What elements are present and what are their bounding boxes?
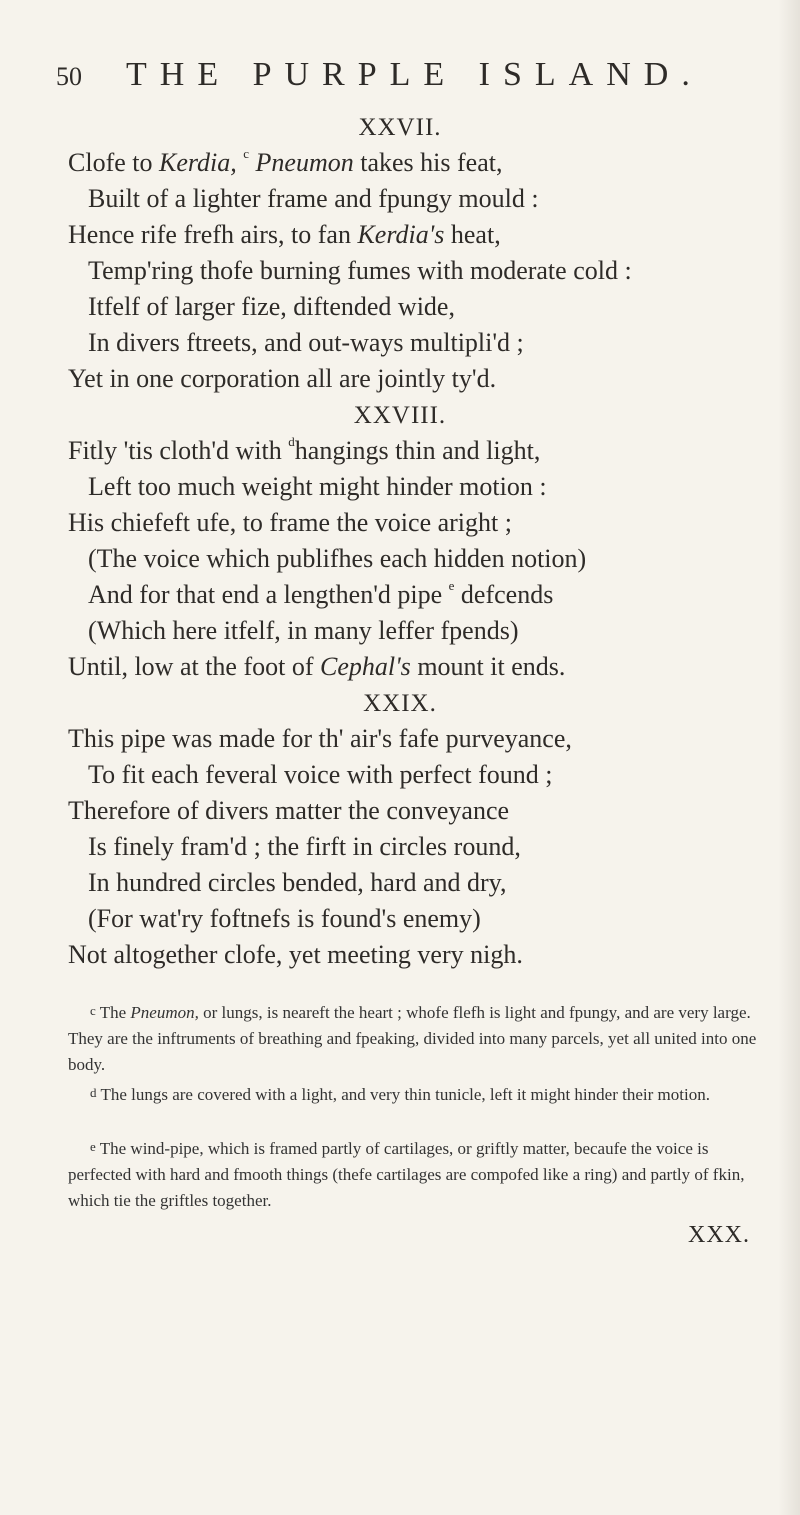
verse-line: In divers ftreets, and out-ways multipli'd ; — [88, 328, 524, 357]
verse-line: This pipe was made for th' air's fafe purveyance, — [68, 724, 572, 753]
page-edge-shadow — [778, 0, 800, 1515]
verse-line: And for that end a lengthen'd pipe $^e$ defcends — [88, 578, 554, 609]
verse-line: Not altogether clofe, yet meeting very nigh. — [68, 940, 523, 969]
verse-line: Built of a lighter frame and fpungy mould : — [88, 184, 539, 213]
page-header — [56, 56, 740, 96]
verse-line: Until, low at the foot of Cephal's mount it ends. — [68, 652, 566, 681]
verse-line: Yet in one corporation all are jointly ty'd. — [68, 364, 497, 393]
verse-line: (For wat'ry foftnefs is found's enemy) — [88, 904, 481, 933]
verse-line: Fitly 'tis cloth'd with $^d$hangings thin and light, — [68, 434, 541, 465]
verse-line: Is finely fram'd ; the firft in circles round, — [88, 832, 521, 861]
verse-line: Itfelf of larger fize, diftended wide, — [88, 292, 455, 321]
verse-line: Temp'ring thofe burning fumes with moderate cold : — [88, 256, 632, 285]
verse-line: (The voice which publifhes each hidden notion) — [88, 544, 587, 573]
verse-line: Left too much weight might hinder motion : — [88, 472, 547, 501]
verse-line: Clofe to Kerdia, $^c$ Pneumon takes his feat, — [68, 146, 503, 177]
footnote: $^c$ The Pneumon, or lungs, is neareft the heart ; whofe flefh is light and fpungy, and are very large. They are the inftruments of breathing and fpeaking, divided into many parcels, yet all united into one body. — [68, 1003, 757, 1074]
footnote: $^e$ The wind-pipe, which is framed partly of cartilages, or griftly matter, becaufe the voice is perfected with hard and fmooth things (thefe cartilages are compofed like a ring) and partly of fkin, which tie the griftles together. — [68, 1139, 745, 1210]
verse-line: His chiefeft ufe, to frame the voice aright ; — [68, 508, 512, 537]
verse-line: In hundred circles bended, hard and dry, — [88, 868, 507, 897]
verse-line: To fit each feveral voice with perfect found ; — [88, 760, 553, 789]
running-title: THE PURPLE ISLAND. — [126, 56, 703, 93]
verse-line: Therefore of divers matter the conveyance — [68, 796, 510, 825]
stanza-number: XXVII. — [358, 114, 442, 141]
footnote: $^d$ The lungs are covered with a light, and very thin tunicle, left it might hinder their motion. — [90, 1085, 710, 1104]
verse-line: Hence rife frefh airs, to fan Kerdia's heat, — [68, 220, 501, 249]
stanza-number: XXVIII. — [353, 402, 447, 429]
catchword: XXX. — [688, 1222, 750, 1248]
stanza-number: XXIX. — [363, 690, 437, 717]
verse-line: (Which here itfelf, in many leffer fpends) — [88, 616, 519, 645]
page-number: 50 — [56, 62, 82, 91]
